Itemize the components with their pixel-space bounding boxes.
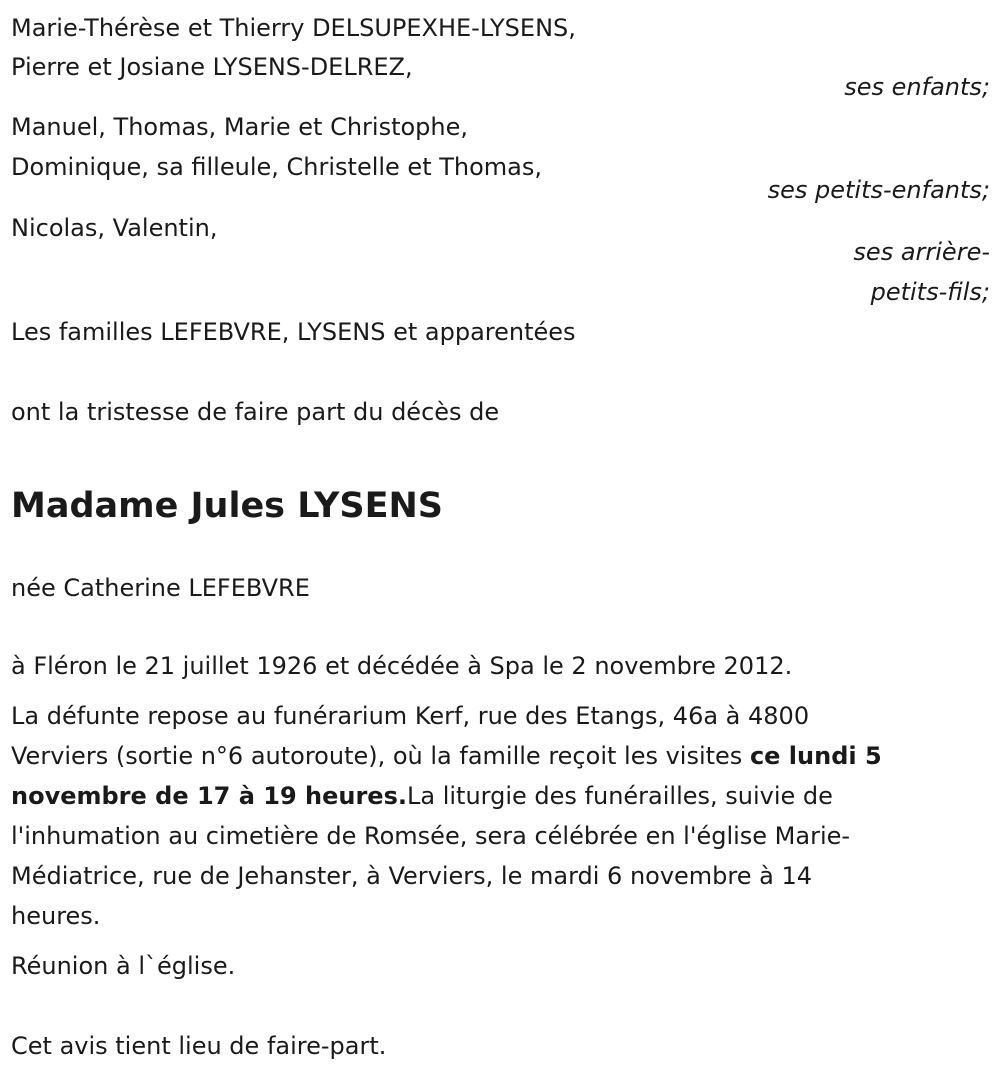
grandchildren-role: ses petits-enfants; [767,176,990,204]
great-grandchildren-role: petits-fils; [870,278,990,306]
birth-death-dates: à Fléron le 21 juillet 1926 et décédée à Spa le 2 novembre 2012. [11,652,793,680]
visit-time-bold: novembre de 17 à 19 heures. [11,782,407,810]
meeting-line: Réunion à l`église. [11,952,236,980]
details-line [11,736,990,776]
born-name: née Catherine LEFEBVRE [11,574,310,602]
children-role: ses enfants; [844,73,990,101]
details-line [11,776,990,816]
grandchildren-line: Manuel, Thomas, Marie et Christophe, [11,113,469,141]
closing-line: Cet avis tient lieu de faire-part. [11,1032,387,1060]
grandchildren-block [11,107,990,210]
great-grandchildren-line: Nicolas, Valentin, [11,214,218,242]
children-block [11,8,990,107]
grandchildren-line: Dominique, sa filleule, Christelle et Thomas, [11,153,543,181]
visit-time-bold: ce lundi 5 [749,742,882,770]
deceased-name: Madame Jules LYSENS [11,486,444,526]
details-text: La liturgie des funérailles, suivie de [407,782,833,810]
details-line: La défunte repose au funérarium Kerf, rue des Etangs, 46a à 4800 [11,702,810,730]
children-line: Pierre et Josiane LYSENS-DELREZ, [11,53,413,81]
details-line: l'inhumation au cimetière de Romsée, sera célébrée en l'église Marie- [11,822,851,850]
families-line: Les familles LEFEBVRE, LYSENS et apparentées [11,318,576,346]
funeral-details [11,696,990,936]
details-line: Médiatrice, rue de Jehanster, à Verviers, le mardi 6 novembre à 14 [11,862,813,890]
details-line: heures. [11,902,101,930]
children-line: Marie-Thérèse et Thierry DELSUPEXHE-LYSENS, [11,14,576,42]
great-grandchildren-role: ses arrière- [853,238,990,266]
announcement-line: ont la tristesse de faire part du décès de [11,398,500,426]
details-text: Verviers (sortie n°6 autoroute), où la famille reçoit les visites [11,742,750,770]
great-grandchildren-block [11,208,990,312]
